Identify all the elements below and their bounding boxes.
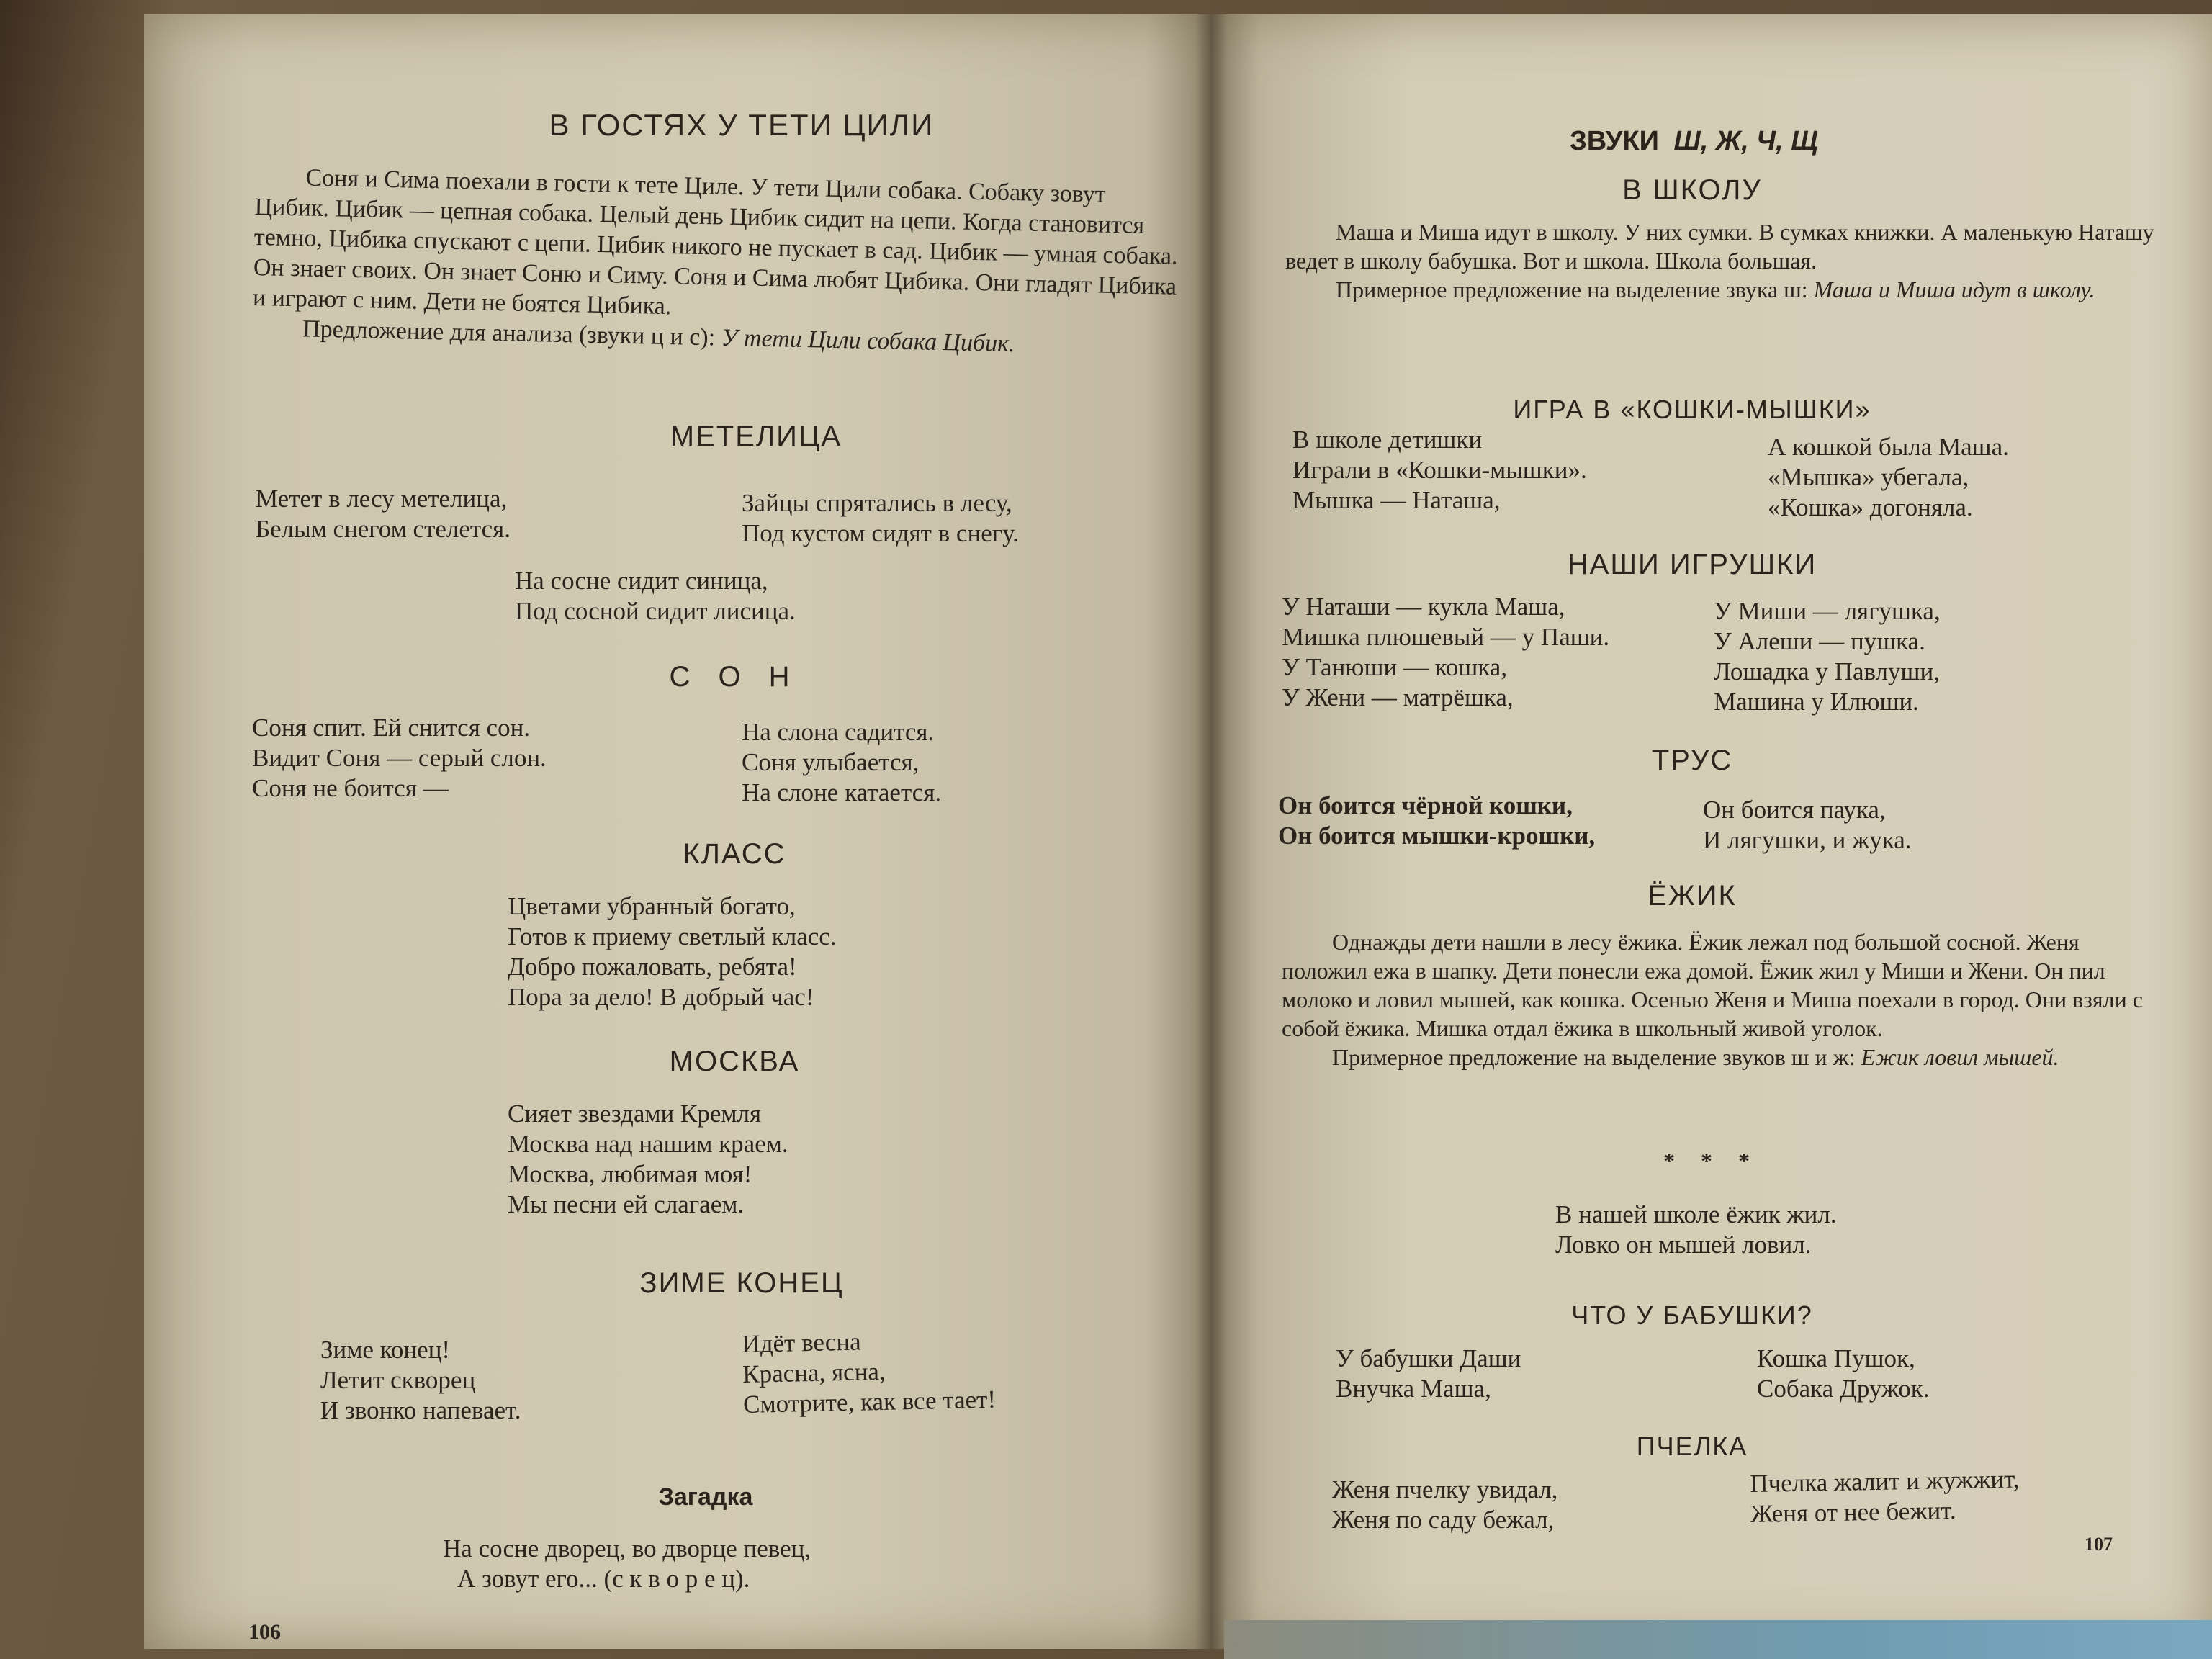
zime-col1 — [320, 1335, 521, 1426]
babushka-col2 — [1757, 1344, 1929, 1404]
left-page-title: В ГОСТЯХ У ТЕТИ ЦИЛИ — [549, 108, 935, 142]
son-col2 — [742, 717, 941, 808]
verse-line: У Алеши — пушка. — [1714, 627, 1925, 655]
pchelka-col2 — [1750, 1464, 2020, 1529]
verse-line: Играли в «Кошки-мышки». — [1292, 456, 1587, 484]
verse-line: Под кустом сидят в снегу. — [742, 519, 1019, 547]
igrushki-title: НАШИ ИГРУШКИ — [1567, 549, 1817, 580]
ezhik-analysis — [1282, 1043, 2153, 1071]
verse-line: Летит скворец — [320, 1366, 476, 1394]
verse-line: Он боится чёрной кошки, — [1278, 791, 1573, 819]
pchelka-col1 — [1332, 1475, 1557, 1535]
verse-line: Видит Соня — серый слон. — [252, 744, 547, 772]
babushka-title: ЧТО У БАБУШКИ? — [1571, 1300, 1813, 1330]
verse-line: У Танюши — кошка, — [1282, 653, 1508, 681]
verse-line: «Кошка» догоняла. — [1768, 493, 1973, 521]
section-divider-stars: * * * — [1663, 1148, 1760, 1174]
verse-line: Добро пожаловать, ребята! — [508, 953, 797, 981]
klass-poem — [508, 891, 837, 1012]
verse-line: И звонко напевает. — [320, 1396, 521, 1424]
verse-line: «Мышка» убегала, — [1768, 463, 1969, 491]
verse-line: Внучка Маша, — [1336, 1375, 1491, 1403]
moskva-poem — [508, 1099, 788, 1220]
analysis-example: Маша и Миша идут в школу. — [1813, 276, 2095, 302]
verse-line: В нашей школе ёжик жил. — [1555, 1200, 1837, 1228]
igra-title: ИГРА В «КОШКИ-МЫШКИ» — [1513, 395, 1871, 424]
verse-line: Цветами убранный богато, — [508, 892, 796, 920]
verse-line: Москва, любимая моя! — [508, 1160, 752, 1188]
verse-line: Машина у Илюши. — [1714, 688, 1919, 716]
riddle-line: На сосне дворец, во дворце певец, — [443, 1534, 811, 1563]
shkola-paragraph: Маша и Миша идут в школу. У них сумки. В сумках книжки. А маленькую Наташу ведет в школу бабушка. Вот и школа. Школа большая. — [1285, 219, 2154, 274]
book-gutter — [1195, 14, 1227, 1649]
igrushki-col1 — [1282, 592, 1609, 713]
trus-col2 — [1703, 795, 1912, 855]
verse-line: Лошадка у Павлуши, — [1714, 657, 1940, 685]
shkola-story — [1285, 217, 2157, 304]
verse-line: Соня спит. Ей снится сон. — [252, 714, 531, 742]
ezhik-story — [1282, 927, 2153, 1071]
verse-line: У Жени — матрёшка, — [1282, 683, 1514, 711]
verse-line: Женя по саду бежал, — [1332, 1506, 1555, 1534]
page-number-left: 106 — [248, 1620, 281, 1644]
verse-line: Он боится паука, — [1703, 796, 1886, 824]
zime-title: ЗИМЕ КОНЕЦ — [639, 1267, 844, 1299]
verse-line: Женя от нее бежит. — [1750, 1496, 1956, 1528]
section-label: ЗВУКИ — [1570, 126, 1659, 156]
metelitsa-title: МЕТЕЛИЦА — [670, 421, 842, 452]
igra-col2 — [1768, 432, 2009, 523]
verse-line: Зиме конец! — [320, 1336, 451, 1364]
verse-line: У бабушки Даши — [1336, 1344, 1521, 1372]
ezhik-paragraph: Однажды дети нашли в лесу ёжика. Ёжик лежал под большой сосной. Женя положил ежа в шапку. Дети понесли ежа домой. Ёжик жил у Миши и Жени. Он пил молоко и ловил мышей, как кошка. Осенью Женя и Миша поехали в город. Они взяли с собой ёжика. Мишка отдал ёжика в школьный живой уголок. — [1282, 929, 2143, 1041]
ezhik-title: ЁЖИК — [1647, 880, 1737, 912]
verse-line: Соня не боится — — [252, 774, 449, 802]
verse-line: Метет в лесу метелица, — [256, 485, 508, 513]
igrushki-col2 — [1714, 596, 1941, 717]
verse-line: Белым снегом стелется. — [256, 515, 511, 543]
verse-line: Соня улыбается, — [742, 748, 920, 776]
verse-line: Женя пчелку увидал, — [1332, 1475, 1558, 1503]
verse-line: Идёт весна — [742, 1327, 862, 1358]
trus-title: ТРУС — [1651, 745, 1733, 776]
verse-line: В школе детишки — [1292, 426, 1483, 454]
son-title: С О Н — [669, 661, 800, 693]
verse-line: А кошкой была Маша. — [1768, 433, 2009, 461]
verse-line: Смотрите, как все тает! — [742, 1385, 997, 1419]
verse-line: На сосне сидит синица, — [515, 567, 768, 595]
riddle-line: А зовут его... (с к в о р е ц). — [457, 1565, 750, 1593]
moskva-title: МОСКВА — [669, 1046, 800, 1077]
verse-line: Красна, ясна, — [742, 1357, 886, 1388]
igra-col1 — [1292, 425, 1587, 516]
shkola-analysis — [1285, 275, 2157, 304]
verse-line: Мишка плюшевый — у Паши. — [1282, 623, 1610, 651]
pchelka-title: ПЧЕЛКА — [1636, 1431, 1748, 1461]
analysis-lead: Примерное предложение на выделение звуков ш и ж: — [1332, 1044, 1856, 1070]
page-number-right: 107 — [2085, 1534, 2113, 1555]
verse-line: Мышка — Наташа, — [1292, 486, 1501, 514]
verse-line: Он боится мышки-крошки, — [1278, 822, 1596, 850]
story-tsili-paragraph: Соня и Сима поехали в гости к тете Циле. У тети Цили собака. Собаку зовут Цибик. Цибик — цепная собака. Целый день Цибик сидит на цепи. Когда становится темно, Цибика спускают с цепи. Цибик никого не пускает в сад. Цибик — умная собака. Он знает своих. Он знает Соню и Симу. Соня и Сима любят Цибика. Они гладят Цибика и играют с ним. Дети не боятся Цибика. — [252, 164, 1178, 320]
book-cover-edge — [1224, 1620, 2212, 1659]
verse-line: Пора за дело! В добрый час! — [508, 983, 814, 1011]
babushka-col1 — [1336, 1344, 1521, 1404]
verse-line: Сияет звездами Кремля — [508, 1100, 762, 1128]
verse-line: Под сосной сидит лисица. — [515, 597, 796, 625]
shkola-title: В ШКОЛУ — [1622, 174, 1762, 206]
verse-line: Пчелка жалит и жужжит, — [1750, 1465, 2020, 1498]
metelitsa-col1 — [256, 484, 511, 544]
story-tsili — [252, 162, 1184, 363]
verse-line: Готов к приему светлый класс. — [508, 922, 837, 950]
verse-line: И лягушки, и жука. — [1703, 826, 1912, 854]
verse-line: Ловко он мышей ловил. — [1555, 1231, 1812, 1259]
verse-line: Кошка Пушок, — [1757, 1344, 1915, 1372]
analysis-example: Ежик ловил мышей. — [1861, 1044, 2059, 1070]
verse-line: У Наташи — кукла Маша, — [1282, 593, 1565, 621]
metelitsa-center — [515, 566, 796, 626]
verse-line: У Миши — лягушка, — [1714, 597, 1941, 625]
verse-line: На слона садится. — [742, 718, 935, 746]
trus-col1 — [1278, 791, 1595, 851]
verse-line: Собака Дружок. — [1757, 1375, 1930, 1403]
metelitsa-col2 — [742, 488, 1019, 549]
verse-line: Москва над нашим краем. — [508, 1130, 788, 1158]
ezhik-verse — [1555, 1200, 1837, 1260]
verse-line: На слоне катается. — [742, 778, 942, 806]
analysis-lead: Предложение для анализа (звуки ц и с): — [302, 315, 716, 351]
zagadka-title: Загадка — [658, 1483, 753, 1511]
section-letters: Ш, Ж, Ч, Щ — [1673, 126, 1818, 156]
son-col1 — [252, 713, 547, 804]
analysis-lead: Примерное предложение на выделение звука ш: — [1336, 276, 1808, 302]
analysis-example: У тети Цили собака Цибик. — [721, 324, 1015, 358]
klass-title: КЛАСС — [683, 838, 786, 870]
verse-line: Зайцы спрятались в лесу, — [742, 489, 1012, 517]
verse-line: Мы песни ей слагаем. — [508, 1190, 745, 1218]
zime-col2 — [742, 1324, 996, 1420]
zagadka-riddle — [443, 1534, 811, 1594]
section-heading — [1570, 126, 1818, 157]
